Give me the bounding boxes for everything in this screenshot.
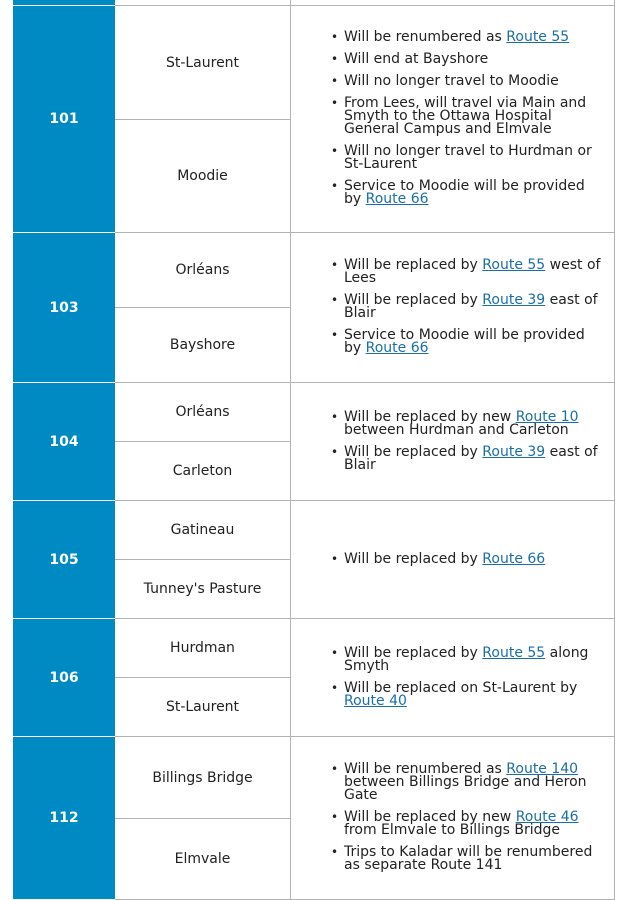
route-destination: Elmvale bbox=[115, 819, 291, 900]
route-link[interactable]: Route 140 bbox=[506, 761, 579, 777]
route-link[interactable]: Route 46 bbox=[515, 809, 579, 825]
route-changes bbox=[291, 383, 615, 501]
change-item bbox=[319, 408, 604, 438]
change-text: Will be replaced by bbox=[344, 550, 483, 567]
change-text: between Hurdman and Carleton bbox=[344, 421, 569, 438]
change-item bbox=[319, 259, 604, 285]
change-text: Service to Moodie will be provided by bbox=[344, 327, 585, 356]
change-text: From Lees, will travel via Main and Smyth to the Ottawa Hospital General Campus and Elmvale bbox=[344, 95, 587, 137]
route-destination: Bayshore bbox=[115, 308, 291, 383]
route-destination: St-Laurent bbox=[115, 6, 291, 120]
change-text: Service to Moodie will be provided by bbox=[344, 178, 585, 207]
change-text: Will end at Bayshore bbox=[344, 51, 489, 67]
route-link[interactable]: Route 55 bbox=[482, 257, 546, 273]
route-row bbox=[14, 619, 615, 678]
route-link[interactable]: Route 39 bbox=[482, 443, 546, 460]
change-text: west of Lees bbox=[344, 257, 601, 286]
route-destination: Billings Bridge bbox=[115, 737, 291, 819]
route-link[interactable]: Route 66 bbox=[365, 191, 429, 207]
change-text: Will no longer travel to Moodie bbox=[344, 73, 559, 89]
route-row bbox=[14, 737, 615, 819]
change-list bbox=[319, 408, 604, 473]
change-list bbox=[319, 31, 604, 206]
route-link[interactable]: Route 55 bbox=[482, 644, 546, 661]
route-row bbox=[14, 501, 615, 560]
change-item bbox=[319, 329, 604, 355]
route-destination: Gatineau bbox=[115, 501, 291, 560]
change-text: Will be replaced by new bbox=[344, 408, 516, 425]
route-number: 106 bbox=[14, 619, 115, 737]
route-number: 104 bbox=[14, 383, 115, 501]
change-text: between Billings Bridge and Heron Gate bbox=[344, 774, 587, 803]
route-changes bbox=[291, 737, 615, 900]
change-item bbox=[319, 180, 604, 206]
change-text: Will be replaced on St-Laurent by bbox=[344, 679, 578, 696]
route-link[interactable]: Route 39 bbox=[482, 292, 546, 308]
route-row bbox=[14, 233, 615, 308]
change-item bbox=[319, 644, 604, 674]
route-destination: Orléans bbox=[115, 233, 291, 308]
change-item bbox=[319, 679, 604, 709]
change-item bbox=[319, 53, 604, 66]
change-item bbox=[319, 846, 604, 872]
route-row bbox=[14, 383, 615, 442]
change-item bbox=[319, 145, 604, 171]
change-item bbox=[319, 75, 604, 88]
change-list bbox=[319, 259, 604, 355]
route-destination: Hurdman bbox=[115, 619, 291, 678]
change-text: Will be renumbered as bbox=[344, 29, 507, 45]
route-number: 103 bbox=[14, 233, 115, 383]
route-changes bbox=[291, 501, 615, 619]
route-link[interactable]: Route 66 bbox=[482, 550, 546, 567]
route-link[interactable]: Route 66 bbox=[365, 340, 429, 356]
change-item bbox=[319, 443, 604, 473]
change-text: Will be replaced by new bbox=[344, 809, 516, 825]
route-changes bbox=[291, 233, 615, 383]
change-text: from Elmvale to Billings Bridge bbox=[344, 822, 561, 838]
change-item bbox=[319, 97, 604, 136]
route-row bbox=[14, 6, 615, 120]
change-text: Will no longer travel to Hurdman or St-Laurent bbox=[344, 143, 592, 172]
change-text: east of Blair bbox=[344, 292, 598, 321]
route-changes bbox=[291, 6, 615, 233]
route-number: 105 bbox=[14, 501, 115, 619]
route-number: 112 bbox=[14, 737, 115, 900]
change-text: Will be replaced by bbox=[344, 443, 483, 460]
change-item bbox=[319, 294, 604, 320]
change-list bbox=[319, 644, 604, 709]
change-text: Will be replaced by bbox=[344, 292, 483, 308]
change-text: Will be renumbered as bbox=[344, 761, 507, 777]
change-text: Will be replaced by bbox=[344, 257, 483, 273]
route-changes-body bbox=[14, 0, 615, 900]
change-item bbox=[319, 763, 604, 802]
route-changes bbox=[291, 619, 615, 737]
route-destination: St-Laurent bbox=[115, 678, 291, 737]
change-text: along Smyth bbox=[344, 644, 589, 674]
change-text: east of Blair bbox=[344, 443, 598, 473]
change-item bbox=[319, 550, 604, 567]
change-text: Will be replaced by bbox=[344, 644, 483, 661]
route-number: 101 bbox=[14, 6, 115, 233]
route-link[interactable]: Route 55 bbox=[506, 29, 570, 45]
change-item bbox=[319, 811, 604, 837]
route-link[interactable]: Route 10 bbox=[515, 408, 579, 425]
route-destination: Tunney's Pasture bbox=[115, 560, 291, 619]
route-destination: Moodie bbox=[115, 120, 291, 233]
change-list bbox=[319, 763, 604, 872]
route-link[interactable]: Route 40 bbox=[344, 692, 407, 709]
route-destination: Carleton bbox=[115, 442, 291, 501]
route-destination: Orléans bbox=[115, 383, 291, 442]
route-changes-table bbox=[13, 0, 615, 900]
change-text: Trips to Kaladar will be renumbered as separate Route 141 bbox=[344, 844, 593, 873]
change-item bbox=[319, 31, 604, 44]
change-list bbox=[319, 550, 604, 567]
